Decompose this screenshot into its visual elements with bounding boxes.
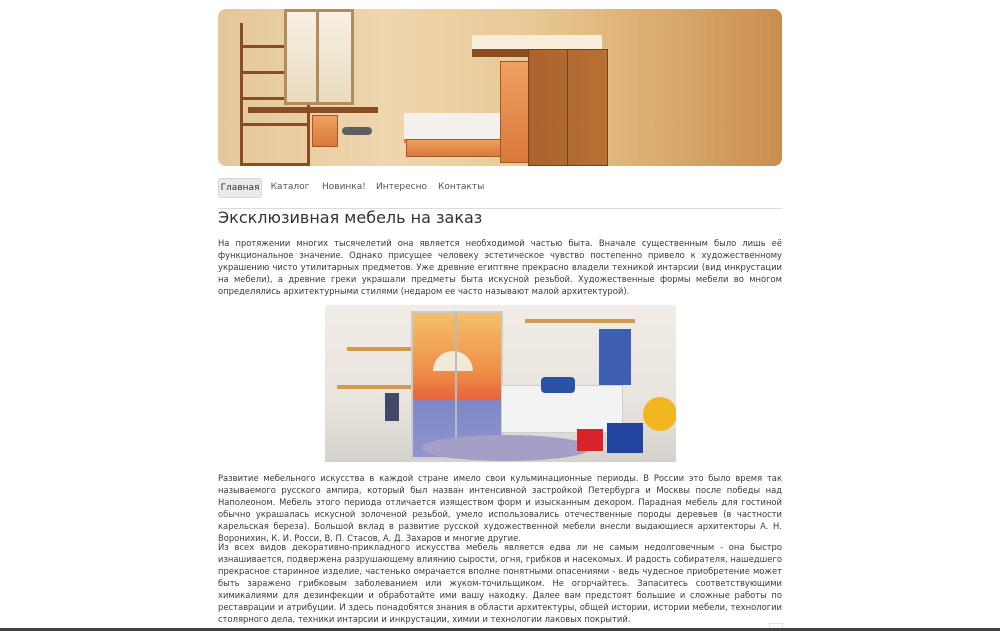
paragraph-care: Из всех видов декоративно-прикладного искусства мебель является едва ли не самым недолговечным - она быстро изнашивается, подвержена разрушающему влиянию сырости, огня, грибков и насекомых. И радость собирателя, нашедшего прекрасное старинное изделие, частенько омрачается вполне понятными опасениями - ведь чудесное приобретение может быть заражено грибковым заболеванием или жуком-точильщиком. Не огорчайтесь. Запаситесь соответствующими химикалиями для дезинфекции и обработайте ими вашу находку. Далее вам предстоят большие и сложные работы по реставрации и атрибуции. И здесь понадобятся знания в области архитектуры, общей истории, истории мебели, технологии столярного дела, техники интарсии и инкрустации, химии и технологии лаковых покрытий. bbox=[218, 542, 782, 624]
main-navigation bbox=[218, 178, 782, 209]
room-desk bbox=[337, 385, 417, 389]
room-shelf-right bbox=[525, 319, 635, 323]
room-pillow bbox=[541, 377, 575, 393]
header-banner-image bbox=[218, 9, 782, 166]
room-pouf-blue bbox=[607, 423, 643, 453]
paragraph-intro: На протяжении многих тысячелетий она является необходимой частью быта. Вначале существенным было лишь её функциональное значение. Однако присущее человеку эстетическое чувство постепенно привело к художественному украшению чисто утилитарных предметов. Уже древние египтяне прекрасно владели техникой интарсии (вид инкрустации на мебели), а древние греки украшали предметы быта искусной резьбой. Художественные формы мебели во многом определялись архитектурными стилями (недаром ее часто называют малой архитектурой). bbox=[218, 238, 782, 296]
room-wardrobe-divider bbox=[455, 311, 457, 455]
room-rug bbox=[421, 435, 591, 461]
nav-item-interesting[interactable]: Интересно bbox=[376, 182, 427, 192]
paragraph-history: Развитие мебельного искусства в каждой стране имело свои кульминационные периоды. В России это было время так называемого русского ампира, который был назван интенсивной застройкой Петербурга и Москвы после победы над Наполеоном. Мебель этого периода отличается изяществом форм и изысканным декором. Парадная мебель для гостиной обычно украшалась искусной золоченой резьбой, умело использовались отечественные породы деревьев (в частности карельская береза). Большой вклад в развитие русской художественной мебели внесли выдающиеся архитекторы А. Н. Воронихин, К. И. Росси, В. П. Стасов, А. Д. Захаров и многие другие. bbox=[218, 473, 782, 543]
room-blue-panel bbox=[599, 329, 631, 385]
nav-item-catalog[interactable]: Каталог bbox=[270, 182, 310, 192]
nav-item-home[interactable]: Главная bbox=[218, 178, 262, 198]
banner-window bbox=[284, 9, 354, 105]
nav-item-contacts[interactable]: Контакты bbox=[438, 182, 485, 192]
banner-drawer-stack bbox=[500, 61, 530, 163]
banner-chair bbox=[342, 127, 372, 135]
room-pouf-red bbox=[577, 429, 603, 451]
room-ball bbox=[643, 397, 676, 431]
banner-bed-drawers bbox=[406, 139, 512, 157]
page-container bbox=[218, 9, 782, 624]
content-image-kids-room bbox=[325, 305, 676, 462]
room-shelf-left bbox=[347, 347, 417, 351]
page-title: Эксклюзивная мебель на заказ bbox=[218, 208, 483, 227]
banner-wardrobe bbox=[528, 49, 608, 166]
nav-item-new[interactable]: Новинка! bbox=[322, 182, 366, 192]
banner-desk bbox=[248, 107, 378, 113]
banner-drawer bbox=[312, 115, 338, 147]
room-chair bbox=[385, 393, 399, 421]
